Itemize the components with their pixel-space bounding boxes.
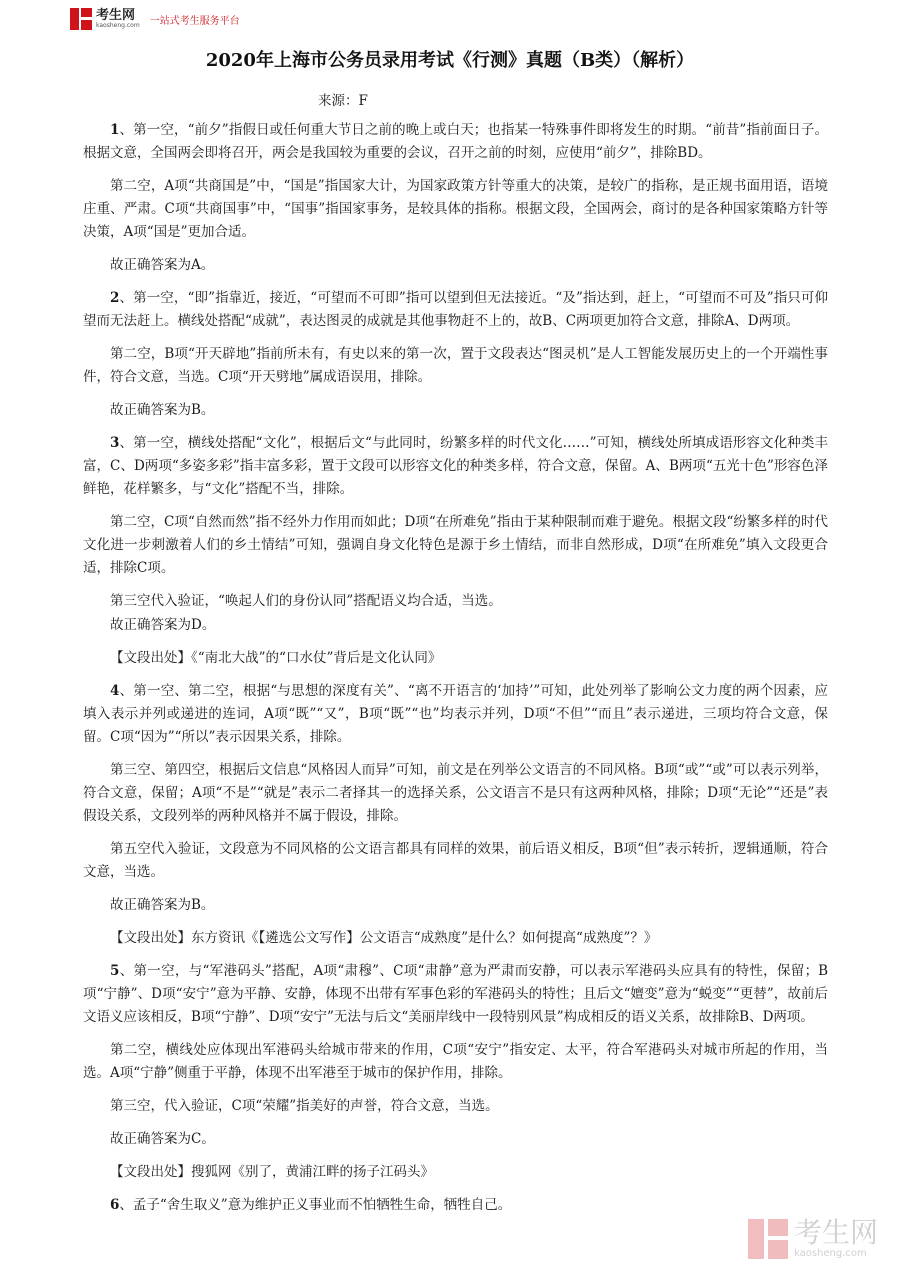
paragraph-text: 第二空，C项“自然而然”指不经外力作用而如此；D项“在所难免”指由于某种限制而难于避免。根据文段“纷繁多样的时代文化进一步刺激着人们的乡土情结”可知，强调自身文化特色是源于乡土情结，而非自然形成，D项“在所难免”填入文段更合适，排除C项。 xyxy=(83,514,828,576)
paragraph xyxy=(83,432,828,501)
paragraph xyxy=(83,647,828,670)
paragraph xyxy=(83,927,828,950)
paragraph-text: 、第一空，横线处搭配“文化”，根据后文“与此同时，纷繁多样的时代文化……”可知，横线处所填成语形容文化种类丰富，C、D两项“多姿多彩”指丰富多彩，置于文段可以形容文化的种类多样，符合文意，保留。A、B两项“五光十色”形容色泽鲜艳，花样繁多，与“文化”搭配不当，排除。 xyxy=(83,435,828,497)
question-number: 4 xyxy=(110,683,120,699)
paragraph xyxy=(83,1128,828,1151)
paragraph xyxy=(83,759,828,828)
paragraph xyxy=(83,254,828,277)
paragraph-text: 【文段出处】东方资讯《【遴选公文写作】公文语言“成熟度”是什么？如何提高“成熟度”？》 xyxy=(110,930,658,946)
question-number: 2 xyxy=(110,290,120,306)
paragraph xyxy=(83,590,828,613)
paragraph xyxy=(83,119,828,165)
header-slogan: 一站式考生服务平台 xyxy=(149,15,240,27)
document-source: 来源：F xyxy=(318,93,368,109)
logo-name: 考生网 xyxy=(96,8,136,23)
paragraph xyxy=(83,1194,828,1217)
paragraph-text: 故正确答案为D。 xyxy=(110,617,216,633)
paragraph xyxy=(83,680,828,749)
watermark-domain: kaosheng.com xyxy=(793,1248,867,1259)
paragraph-text: 【文段出处】《“南北大战”的“口水仗”背后是文化认同》 xyxy=(110,650,442,666)
paragraph xyxy=(83,1095,828,1118)
paragraph xyxy=(83,960,828,1029)
paragraph-text: 、孟子“舍生取义”意为维护正义事业而不怕牺牲生命，牺牲自己。 xyxy=(119,1197,512,1213)
paragraph xyxy=(83,614,828,637)
paragraph-text: 故正确答案为A。 xyxy=(110,257,215,273)
paragraph-text: 故正确答案为C。 xyxy=(110,1131,215,1147)
question-number: 6 xyxy=(110,1197,120,1213)
paragraph-text: 故正确答案为B。 xyxy=(110,402,215,418)
paragraph xyxy=(83,287,828,333)
paragraph-text: 第三空代入验证，“唤起人们的身份认同”搭配语义均合适，当选。 xyxy=(110,593,502,609)
paragraph-text: 、第一空，与“军港码头”搭配，A项“肃穆”、C项“肃静”意为严肃而安静，可以表示军港码头应具有的特性，保留；B项“宁静”、D项“安宁”意为平静、安静，体现不出带有军事色彩的军港码头的特性；且后文“嬗变”意为“蜕变”“更替”，故前后文语义应该相反，B项“宁静”、D项“安宁”无法与后文“美丽岸线中一段特别风景”构成相反的语义关系，故排除B、D两项。 xyxy=(83,963,828,1025)
paragraph-text: 第五空代入验证，文段意为不同风格的公文语言都具有同样的效果，前后语义相反，B项“但”表示转折，逻辑通顺，符合文意，当选。 xyxy=(83,841,828,880)
paragraph xyxy=(83,838,828,884)
paragraph xyxy=(83,1161,828,1184)
watermark-logo-icon xyxy=(748,1219,788,1259)
header-logo[interactable] xyxy=(70,8,240,30)
paragraph-text: 第三空，代入验证，C项“荣耀”指美好的声誉，符合文意，当选。 xyxy=(110,1098,499,1114)
paragraph xyxy=(83,399,828,422)
paragraph xyxy=(83,1039,828,1085)
paragraph-text: 、第一空，“前夕”指假日或任何重大节日之前的晚上或白天；也指某一特殊事件即将发生的时期。“前昔”指前面日子。根据文意，全国两会即将召开，两会是我国较为重要的会议，召开之前的时刻，应使用“前夕”，排除BD。 xyxy=(83,122,828,161)
paragraph-text: 故正确答案为B。 xyxy=(110,897,215,913)
kaosheng-logo-icon xyxy=(70,8,92,30)
document-title: 2020年上海市公务员录用考试《行测》真题（B类）（解析） xyxy=(205,50,695,71)
paragraph xyxy=(83,894,828,917)
paragraph-text: 第二空，B项“开天辟地”指前所未有，有史以来的第一次，置于文段表达“图灵机”是人工智能发展历史上的一个开端性事件，符合文意，当选。C项“开天劈地”属成语误用，排除。 xyxy=(83,346,828,385)
question-number: 1 xyxy=(110,122,120,138)
paragraph xyxy=(83,343,828,389)
paragraph-text: 、第一空，“即”指靠近，接近，“可望而不可即”指可以望到但无法接近。“及”指达到，赶上，“可望而不可及”指只可仰望而无法赶上。横线处搭配“成就”，表达图灵的成就是其他事物赶不上的，故B、C两项更加符合文意，排除A、D两项。 xyxy=(83,290,828,329)
paragraph-text: 第二空，A项“共商国是”中，“国是”指国家大计，为国家政策方针等重大的决策，是较广的指称，是正规书面用语，语境庄重、严肃。C项“共商国事”中，“国事”指国家事务，是较具体的指称。根据文段，全国两会，商讨的是各种国家策略方针等决策，A项“国是”更加合适。 xyxy=(83,178,828,240)
paragraph xyxy=(83,175,828,244)
paragraph-text: 第二空，横线处应体现出军港码头给城市带来的作用，C项“安宁”指安定、太平，符合军港码头对城市所起的作用，当选。A项“宁静”侧重于平静，体现不出军港至于城市的保护作用，排除。 xyxy=(83,1042,828,1081)
paragraph xyxy=(83,511,828,580)
paragraph-text: 【文段出处】搜狐网《别了，黄浦江畔的扬子江码头》 xyxy=(110,1164,434,1180)
document-body xyxy=(83,119,828,1227)
paragraph-text: 第三空、第四空，根据后文信息“风格因人而异”可知，前文是在列举公文语言的不同风格。B项“或”“或”可以表示列举，符合文意，保留；A项“不是”“就是”表示二者择其一的选择关系，公文语言不是只有这两种风格，排除；D项“无论”“还是”表假设关系，文段列举的两种风格并不属于假设，排除。 xyxy=(83,762,828,824)
watermark xyxy=(748,1216,878,1259)
paragraph-text: 、第一空、第二空，根据“与思想的深度有关”、“离不开语言的‘加持’”可知，此处列举了影响公文力度的两个因素，应填入表示并列或递进的连词，A项“既”“又”，B项“既”“也”均表示并列，D项“不但”“而且”表示递进，三项均符合文意，保留。C项“因为”“所以”表示因果关系，排除。 xyxy=(83,683,828,745)
question-number: 5 xyxy=(110,963,120,979)
logo-domain: kaosheng.com xyxy=(96,22,140,29)
question-number: 3 xyxy=(110,435,120,451)
watermark-name: 考生网 xyxy=(793,1216,878,1249)
